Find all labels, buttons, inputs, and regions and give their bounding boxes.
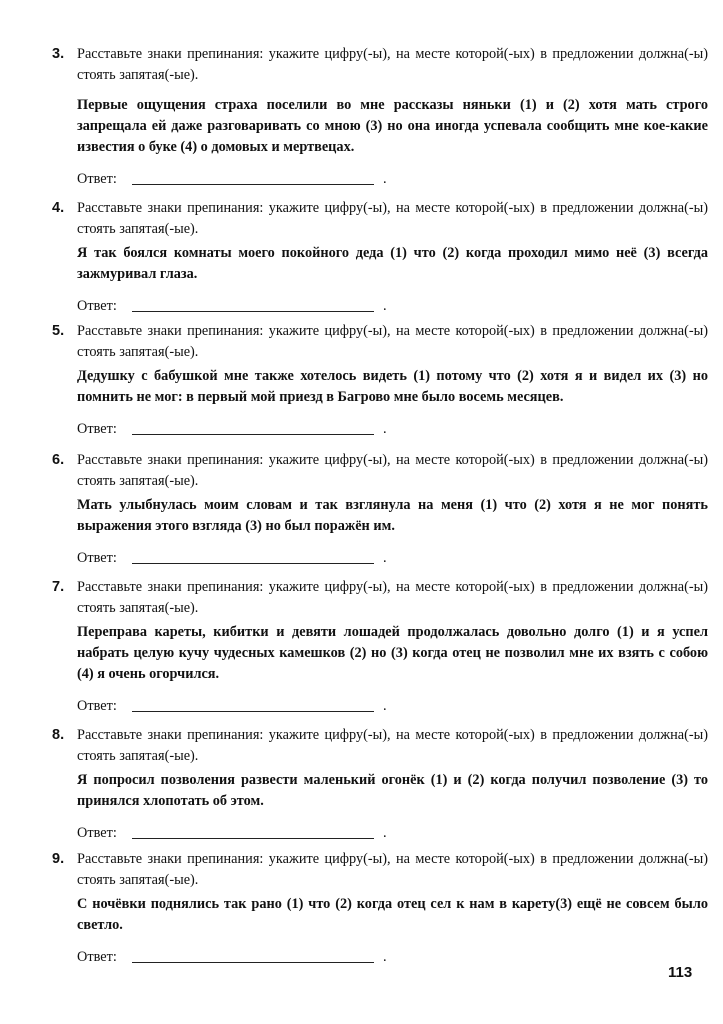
answer-period: .: [383, 171, 387, 187]
answer-row: [77, 419, 708, 440]
task-number: 4.: [52, 200, 65, 216]
task-8: [52, 725, 708, 844]
answer-period: .: [383, 298, 387, 314]
task-number: 7.: [52, 579, 65, 595]
task-sentence: Я так боялся комнаты моего покойного деда (1) что (2) когда проходил мимо неё (3) всегда зажмуривал глаза.: [77, 245, 708, 282]
task-6: [52, 450, 708, 569]
answer-period: .: [383, 949, 387, 965]
answer-period: .: [383, 825, 387, 841]
task-sentence: Мать улыбнулась моим словам и так взглянула на меня (1) что (2) хотя я не мог понять выражения этого взгляда (3) но был поражён им.: [77, 497, 708, 534]
answer-field[interactable]: [132, 838, 374, 839]
task-3: [52, 44, 708, 190]
task-instruction: Расставьте знаки препинания: укажите цифру(-ы), на месте которой(-ых) в предложении должна(-ы) стоять запятая(-ые).: [77, 46, 708, 83]
page-number: 113: [668, 964, 693, 981]
answer-period: .: [383, 698, 387, 714]
answer-label: Ответ:: [77, 171, 117, 187]
answer-row: [77, 823, 708, 844]
task-instruction: Расставьте знаки препинания: укажите цифру(-ы), на месте которой(-ых) в предложении должна(-ы) стоять запятая(-ые).: [77, 200, 708, 237]
answer-row: [77, 696, 708, 717]
task-instruction: Расставьте знаки препинания: укажите цифру(-ы), на месте которой(-ых) в предложении должна(-ы) стоять запятая(-ые).: [77, 851, 708, 888]
answer-label: Ответ:: [77, 698, 117, 714]
task-sentence: Я попросил позволения развести маленький огонёк (1) и (2) когда получил позволение (3) то принялся хлопотать об этом.: [77, 772, 708, 809]
answer-field[interactable]: [132, 184, 374, 185]
task-instruction: Расставьте знаки препинания: укажите цифру(-ы), на месте которой(-ых) в предложении должна(-ы) стоять запятая(-ые).: [77, 452, 708, 489]
answer-field[interactable]: [132, 311, 374, 312]
answer-field[interactable]: [132, 563, 374, 564]
task-sentence: Первые ощущения страха поселили во мне рассказы няньки (1) и (2) хотя мать строго запрещала ей даже разговаривать со мною (3) но она иногда успевала сообщить мне кое-какие известия о буке (4) о домовых и мертвецах.: [77, 97, 708, 155]
task-number: 5.: [52, 323, 65, 339]
answer-label: Ответ:: [77, 550, 117, 566]
task-number: 6.: [52, 452, 65, 468]
answer-period: .: [383, 421, 387, 437]
task-number: 9.: [52, 851, 65, 867]
answer-row: [77, 169, 708, 190]
task-4: [52, 198, 708, 317]
task-sentence: С ночёвки поднялись так рано (1) что (2) когда отец сел к нам в карету(3) ещё не совсем было светло.: [77, 896, 708, 933]
answer-field[interactable]: [132, 434, 374, 435]
answer-label: Ответ:: [77, 949, 117, 965]
task-number: 8.: [52, 727, 65, 743]
answer-label: Ответ:: [77, 825, 117, 841]
task-9: [52, 849, 708, 968]
answer-row: [77, 296, 708, 317]
task-7: [52, 577, 708, 717]
answer-field[interactable]: [132, 962, 374, 963]
answer-label: Ответ:: [77, 298, 117, 314]
task-number: 3.: [52, 46, 65, 62]
task-sentence: Дедушку с бабушкой мне также хотелось видеть (1) потому что (2) хотя я и видел их (3) но помнить не мог: в первый мой приезд в Багрово мне было восемь месяцев.: [77, 368, 708, 405]
answer-period: .: [383, 550, 387, 566]
task-sentence: Переправа кареты, кибитки и девяти лошадей продолжалась довольно долго (1) и я успел набрать целую кучу чудесных камешков (2) но (3) когда отец не позволил мне их взять с собою (4) я очень огорчился.: [77, 624, 708, 682]
answer-label: Ответ:: [77, 421, 117, 437]
task-instruction: Расставьте знаки препинания: укажите цифру(-ы), на месте которой(-ых) в предложении должна(-ы) стоять запятая(-ые).: [77, 579, 708, 616]
answer-row: [77, 548, 708, 569]
answer-row: [77, 947, 708, 968]
answer-field[interactable]: [132, 711, 374, 712]
task-instruction: Расставьте знаки препинания: укажите цифру(-ы), на месте которой(-ых) в предложении должна(-ы) стоять запятая(-ые).: [77, 323, 708, 360]
task-5: [52, 321, 708, 440]
task-instruction: Расставьте знаки препинания: укажите цифру(-ы), на месте которой(-ых) в предложении должна(-ы) стоять запятая(-ые).: [77, 727, 708, 764]
